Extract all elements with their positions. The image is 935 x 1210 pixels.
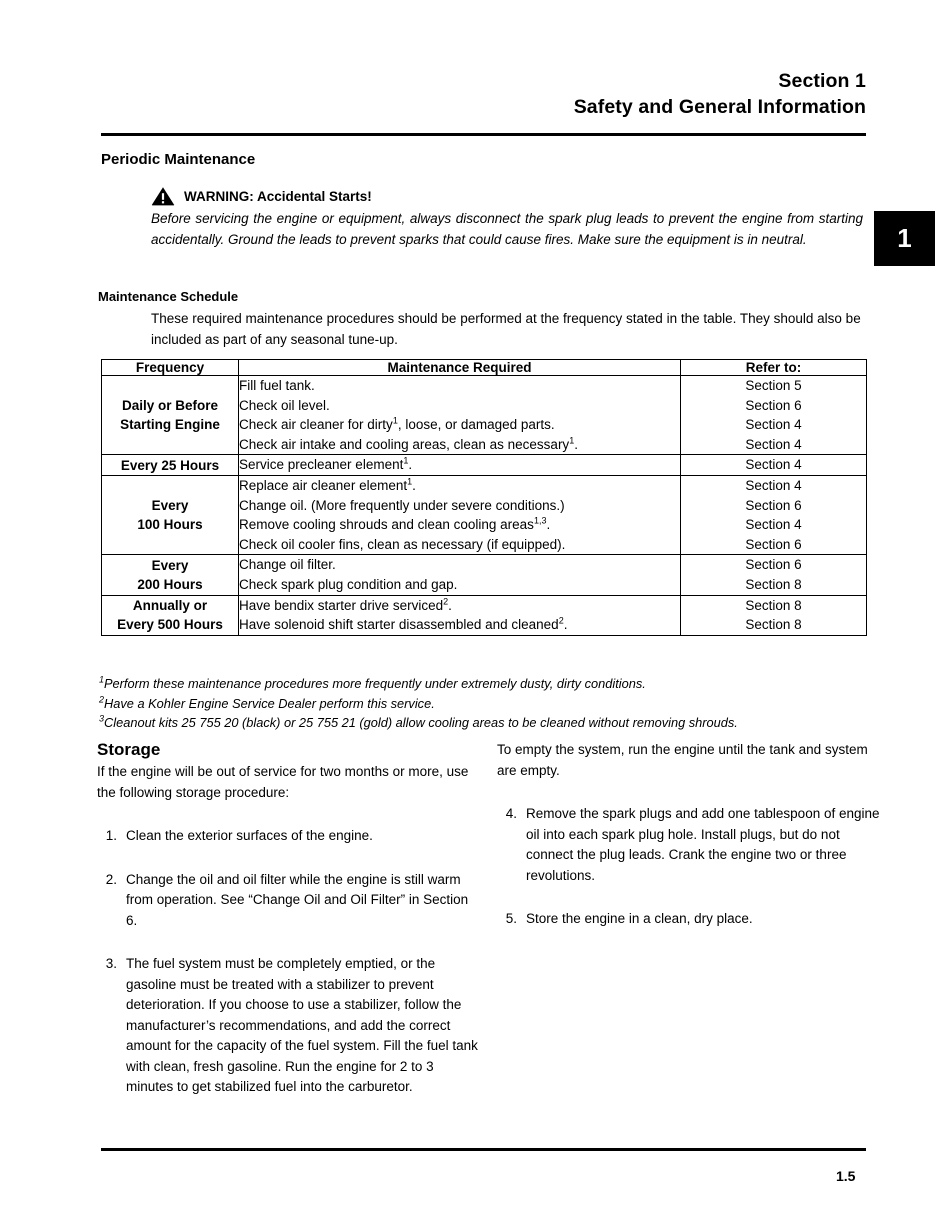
table-row [102, 455, 867, 476]
table-row [102, 555, 867, 595]
cell-maintenance-required [239, 455, 681, 476]
cell-maintenance-required [239, 555, 681, 595]
table-row [102, 595, 867, 635]
footnote-marker: 1,3 [533, 515, 547, 526]
storage-step [97, 826, 482, 847]
cell-maintenance-required [239, 595, 681, 635]
footnote: $^1$Perform these maintenance procedures more frequently under extremely dusty, dirty conditions. [99, 674, 646, 691]
maintenance-item: Have bendix starter drive serviced$^2$. [239, 596, 452, 613]
maintenance-schedule-table [101, 359, 867, 636]
refer-to-item: Section 8 [745, 576, 802, 592]
cell-maintenance-required [239, 475, 681, 554]
cell-frequency: Daily or Before Starting Engine [102, 376, 239, 455]
cell-refer-to [681, 455, 867, 476]
storage-step-text: The fuel system must be completely emptied, or the gasoline must be treated with a stabilizer to prevent deterioration. If you choose to use a stabilizer, follow the manufacturer’s recommendations, and add the correct amount for the capacity of the fuel system. Fill the fuel tank with clean, fresh gasoline. Run the engine for 2 to 3 minutes to get stabilized fuel into the carburetor. [126, 956, 478, 1094]
warning-block [151, 186, 866, 250]
warning-title: WARNING: Accidental Starts! [184, 188, 372, 204]
storage-step-number: 1. [105, 828, 117, 843]
cell-frequency: Every 200 Hours [102, 555, 239, 595]
storage-step-number: 2. [105, 871, 117, 887]
storage-step [97, 870, 482, 932]
storage-right-column [497, 740, 882, 930]
refer-to-item: Section 5 [745, 378, 802, 393]
storage-step-text: Change the oil and oil filter while the engine is still warm from operation. See “Change Oil and Oil Filter” in Section 6. [126, 871, 469, 928]
refer-to-item: Section 6 [745, 397, 802, 413]
maintenance-item: Service precleaner element$^1$. [239, 455, 413, 473]
maintenance-item: Fill fuel tank. [239, 378, 315, 393]
refer-to-item: Section 8 [745, 597, 802, 613]
refer-to-item: Section 4 [745, 436, 802, 452]
storage-heading: Storage [97, 740, 161, 759]
table-row [102, 475, 867, 554]
warning-triangle-icon [151, 186, 175, 206]
maintenance-item: Check oil cooler fins, clean as necessary (if equipped). [239, 536, 566, 552]
storage-step-number: 4. [505, 806, 517, 821]
footnote-marker: 1 [407, 476, 413, 487]
storage-step-number: 3. [105, 956, 117, 971]
footnote-marker: 3 [99, 713, 105, 724]
footnote-marker: 2 [99, 694, 105, 705]
table-header-row [102, 360, 867, 376]
section-tab-number: 1 [897, 223, 912, 253]
maintenance-item: Change oil filter. [239, 557, 336, 573]
storage-step-text: Clean the exterior surfaces of the engine. [126, 828, 373, 843]
footnote-marker: 1 [403, 455, 409, 466]
cell-frequency: Every 100 Hours [102, 475, 239, 554]
footnote-marker: 1 [392, 415, 398, 426]
column-header-refer-to: Refer to: [681, 360, 867, 376]
storage-step [97, 954, 482, 1098]
footnote-marker: 2 [558, 615, 564, 626]
maintenance-item: Check oil level. [239, 397, 330, 413]
storage-steps-left [97, 826, 482, 1098]
footnote: $^2$Have a Kohler Engine Service Dealer perform this service. [99, 694, 435, 711]
cell-maintenance-required [239, 376, 681, 455]
storage-step-text: Store the engine in a clean, dry place. [526, 911, 753, 926]
refer-to-item: Section 6 [745, 536, 802, 552]
maintenance-schedule-heading: Maintenance Schedule [98, 289, 239, 304]
refer-to-item: Section 8 [745, 617, 802, 633]
refer-to-item: Section 6 [745, 497, 802, 513]
refer-to-item: Section 4 [745, 517, 802, 533]
table-row [102, 376, 867, 455]
storage-intro: If the engine will be out of service for two months or more, use the following storage procedure: [97, 764, 469, 800]
footnote: $^3$Cleanout kits 25 755 20 (black) or 25 755 21 (gold) allow cooling areas to be cleaned without removing shrouds. [99, 713, 738, 730]
maintenance-item: Check air intake and cooling areas, clean as necessary$^1$. [239, 435, 578, 452]
footnote-marker: 1 [99, 674, 105, 685]
footnote-marker: 2 [443, 596, 449, 607]
header-title-line: Safety and General Information [573, 96, 866, 118]
storage-left-column [97, 740, 482, 1098]
refer-to-item: Section 4 [745, 477, 802, 493]
refer-to-item: Section 4 [745, 417, 802, 433]
cell-frequency: Annually or Every 500 Hours [102, 595, 239, 635]
maintenance-schedule-intro: These required maintenance procedures should be performed at the frequency stated in the table. They should also be included as part of any seasonal tune-up. [151, 311, 861, 347]
cell-frequency: Every 25 Hours [102, 455, 239, 476]
maintenance-item: Check spark plug condition and gap. [239, 576, 458, 592]
maintenance-item: Check air cleaner for dirty$^1$, loose, or damaged parts. [239, 415, 555, 433]
warning-body-text: Before servicing the engine or equipment, always disconnect the spark plug leads to prevent the engine from starting accidentally. Ground the leads to prevent sparks that could cause fires. Make sure the equipment is in neutral. [151, 211, 863, 247]
cell-refer-to [681, 475, 867, 554]
maintenance-item: Remove cooling shrouds and clean cooling areas$^{1,3}$. [239, 515, 551, 533]
section-tab [874, 211, 935, 266]
page-header [101, 68, 866, 120]
column-header-frequency: Frequency [102, 360, 239, 376]
column-header-maintenance-required: Maintenance Required [239, 360, 681, 376]
maintenance-item: Replace air cleaner element$^1$. [239, 476, 416, 493]
maintenance-item: Have solenoid shift starter disassembled and cleaned$^2$. [239, 615, 568, 633]
page-number: 1.5 [836, 1168, 856, 1184]
cell-refer-to [681, 555, 867, 595]
storage-right-intro: To empty the system, run the engine until the tank and system are empty. [497, 742, 868, 778]
cell-refer-to [681, 376, 867, 455]
storage-step [497, 804, 882, 886]
maintenance-item: Change oil. (More frequently under severe conditions.) [239, 497, 565, 513]
periodic-maintenance-heading: Periodic Maintenance [101, 151, 256, 168]
storage-steps-right [497, 804, 882, 930]
refer-to-item: Section 4 [745, 457, 802, 473]
storage-step [497, 909, 882, 930]
warning-header [151, 186, 866, 206]
table-footnotes [99, 674, 879, 733]
storage-step-text: Remove the spark plugs and add one tablespoon of engine oil into each spark plug hole. Install plugs, but do not connect the plug leads. Crank the engine two or three revolutions. [526, 806, 880, 883]
storage-step-number: 5. [505, 911, 517, 926]
footer-divider-rule [101, 1148, 866, 1151]
cell-refer-to [681, 595, 867, 635]
refer-to-item: Section 6 [745, 557, 802, 573]
footnote-marker: 1 [569, 435, 575, 446]
table-body [102, 376, 867, 636]
header-section-line: Section 1 [778, 70, 866, 92]
header-divider-rule [101, 133, 866, 136]
